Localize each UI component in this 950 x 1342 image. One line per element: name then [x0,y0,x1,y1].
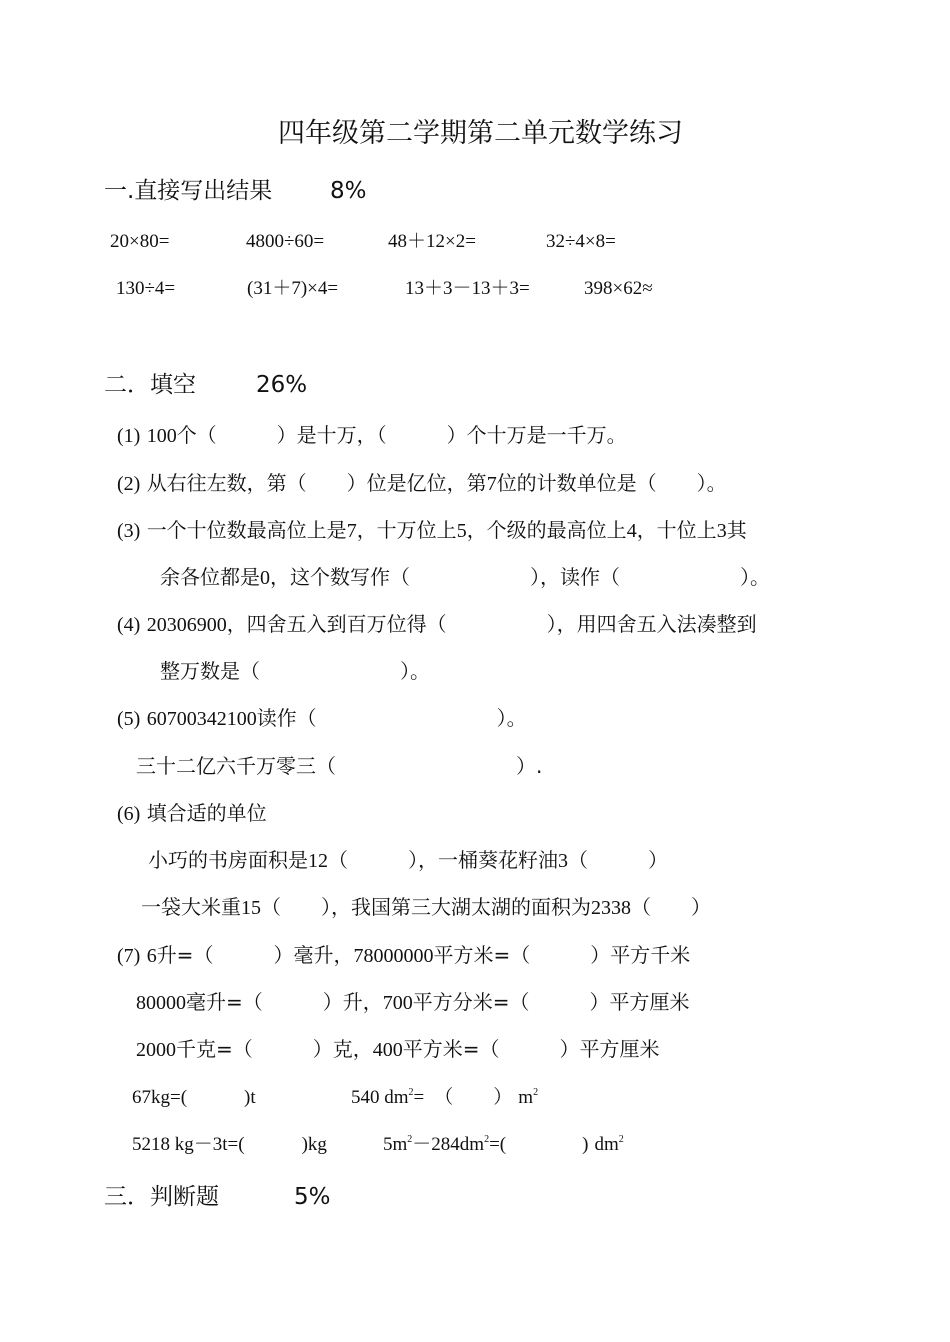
question-number-value: 7 [486,473,497,495]
question-text: 位的计数单位是（ ）。 [496,471,727,495]
question-1 [117,425,627,446]
question-number-value: 2338 [591,897,631,919]
question-number-value: 3 [716,520,727,542]
question-text: 毫升=（ ）升， [186,990,383,1014]
question-number-value: 78000000 [353,945,434,967]
question-6 [117,803,267,824]
question-text: 其 [726,518,747,542]
bracket: （ [434,1087,454,1108]
calc-item: 32÷4×8= [546,231,616,252]
question-number-value: 80000 [136,992,186,1014]
unit-text: =( ) [489,1134,589,1155]
unit-text: －284dm [412,1134,485,1155]
question-text: 读作（ ）。 [256,706,527,730]
question-3 [117,520,747,541]
superscript: 2 [618,1134,624,1145]
question-text: 小巧的书房面积是 [148,848,308,872]
unit-text: dm [594,1134,619,1155]
question-6-line-2 [148,850,668,871]
question-text: 余各位都是 [160,565,260,589]
question-text: 平方分米=（ ）平方厘米 [412,990,690,1014]
question-number: (7) [117,945,141,967]
question-number-value: 400 [372,1039,403,1061]
section-2-heading: 二．填空 [104,372,196,398]
question-number-value: 7 [346,520,357,542]
question-text: ，个级的最高位上 [466,518,627,542]
section-3-weight: 5% [294,1184,331,1210]
question-text: 平方米=（ ）平方厘米 [402,1037,660,1061]
question-7-line-4a: 67kg=( )t [132,1087,256,1108]
question-3-line-2 [160,567,770,588]
question-6-line-3 [141,897,711,918]
section-1-weight: 8% [330,178,367,204]
question-7-line-3 [136,1039,660,1060]
question-number-value: 700 [382,992,413,1014]
section-2-weight: 26% [256,372,308,398]
question-number-value: 15 [241,897,261,919]
superscript: 2 [408,1087,414,1098]
question-text: （ ） [631,895,711,919]
question-7-line-4b [351,1088,538,1107]
page-title: 四年级第二学期第二单元数学练习 [278,118,683,149]
question-number-value: 4 [626,520,637,542]
superscript: 2 [533,1087,539,1098]
calc-item: 4800÷60= [246,231,325,252]
question-text: 个（ ）是十万，（ ）个十万是一千万。 [176,423,627,447]
calc-item: (31＋7)×4= [247,278,339,299]
question-number-value: 2000 [136,1039,176,1061]
question-7-line-5a: 5218 kg－3t=( )kg [132,1134,327,1155]
question-text: ，四舍五入到百万位得（ ），用四舍五入法凑整到 [226,612,757,636]
question-text: （ ） [568,848,668,872]
unit-text: 5m [383,1134,408,1155]
question-number-value: 3 [558,850,568,872]
superscript: 2 [484,1134,490,1145]
question-7-line-5b [383,1135,624,1154]
calc-item: 48＋12×2= [388,231,476,252]
question-text: 升=（ ）毫升， [156,943,354,967]
superscript: 2 [407,1134,413,1145]
question-number-value: 60700342100 [146,708,257,730]
question-number: (4) [117,614,141,636]
question-7 [117,945,690,966]
question-text: ，十万位上 [356,518,457,542]
question-number: (5) [117,708,141,730]
question-number: (1) [117,425,141,447]
unit-text: = [413,1087,425,1108]
question-text: 从右往左数，第（ ）位是亿位，第 [146,471,487,495]
question-number: (3) [117,520,141,542]
question-4 [117,614,757,635]
question-text: （ ），我国第三大湖太湖的面积为 [261,895,591,919]
question-number: (6) [117,803,141,825]
question-number-value: 5 [456,520,467,542]
question-text: 一袋大米重 [141,895,241,919]
section-1-heading: 一.直接写出结果 [104,178,273,204]
question-text: 填合适的单位 [146,801,267,825]
question-text: （ ），一桶葵花籽油 [328,848,558,872]
question-number-value: 6 [146,945,157,967]
calc-item: 398×62≈ [584,278,653,299]
question-number-value: 20306900 [146,614,227,636]
section-3-heading: 三．判断题 [104,1184,219,1210]
question-text: 千克=（ ）克， [176,1037,373,1061]
question-number-value: 100 [146,425,177,447]
question-text: ，这个数写作（ ），读作（ ）。 [270,565,770,589]
question-text: 平方米=（ ）平方千米 [433,943,691,967]
calc-item: 13＋3－13＋3= [405,278,530,299]
question-5 [117,708,527,729]
question-number-value: 0 [260,567,270,589]
question-text: 一个十位数最高位上是 [146,518,347,542]
question-7-line-2 [136,992,690,1013]
question-4-line-2: 整万数是（ ）。 [160,659,430,683]
unit-text: m [518,1087,534,1108]
question-5-line-2: 三十二亿六千万零三（ ）. [136,754,543,778]
bracket: ） [493,1087,513,1108]
question-text: ，十位上 [636,518,717,542]
calc-item: 130÷4= [116,278,176,299]
calc-item: 20×80= [110,231,170,252]
question-number-value: 12 [308,850,328,872]
question-2 [117,473,727,494]
unit-text: 540 dm [351,1087,409,1108]
question-number: (2) [117,473,141,495]
